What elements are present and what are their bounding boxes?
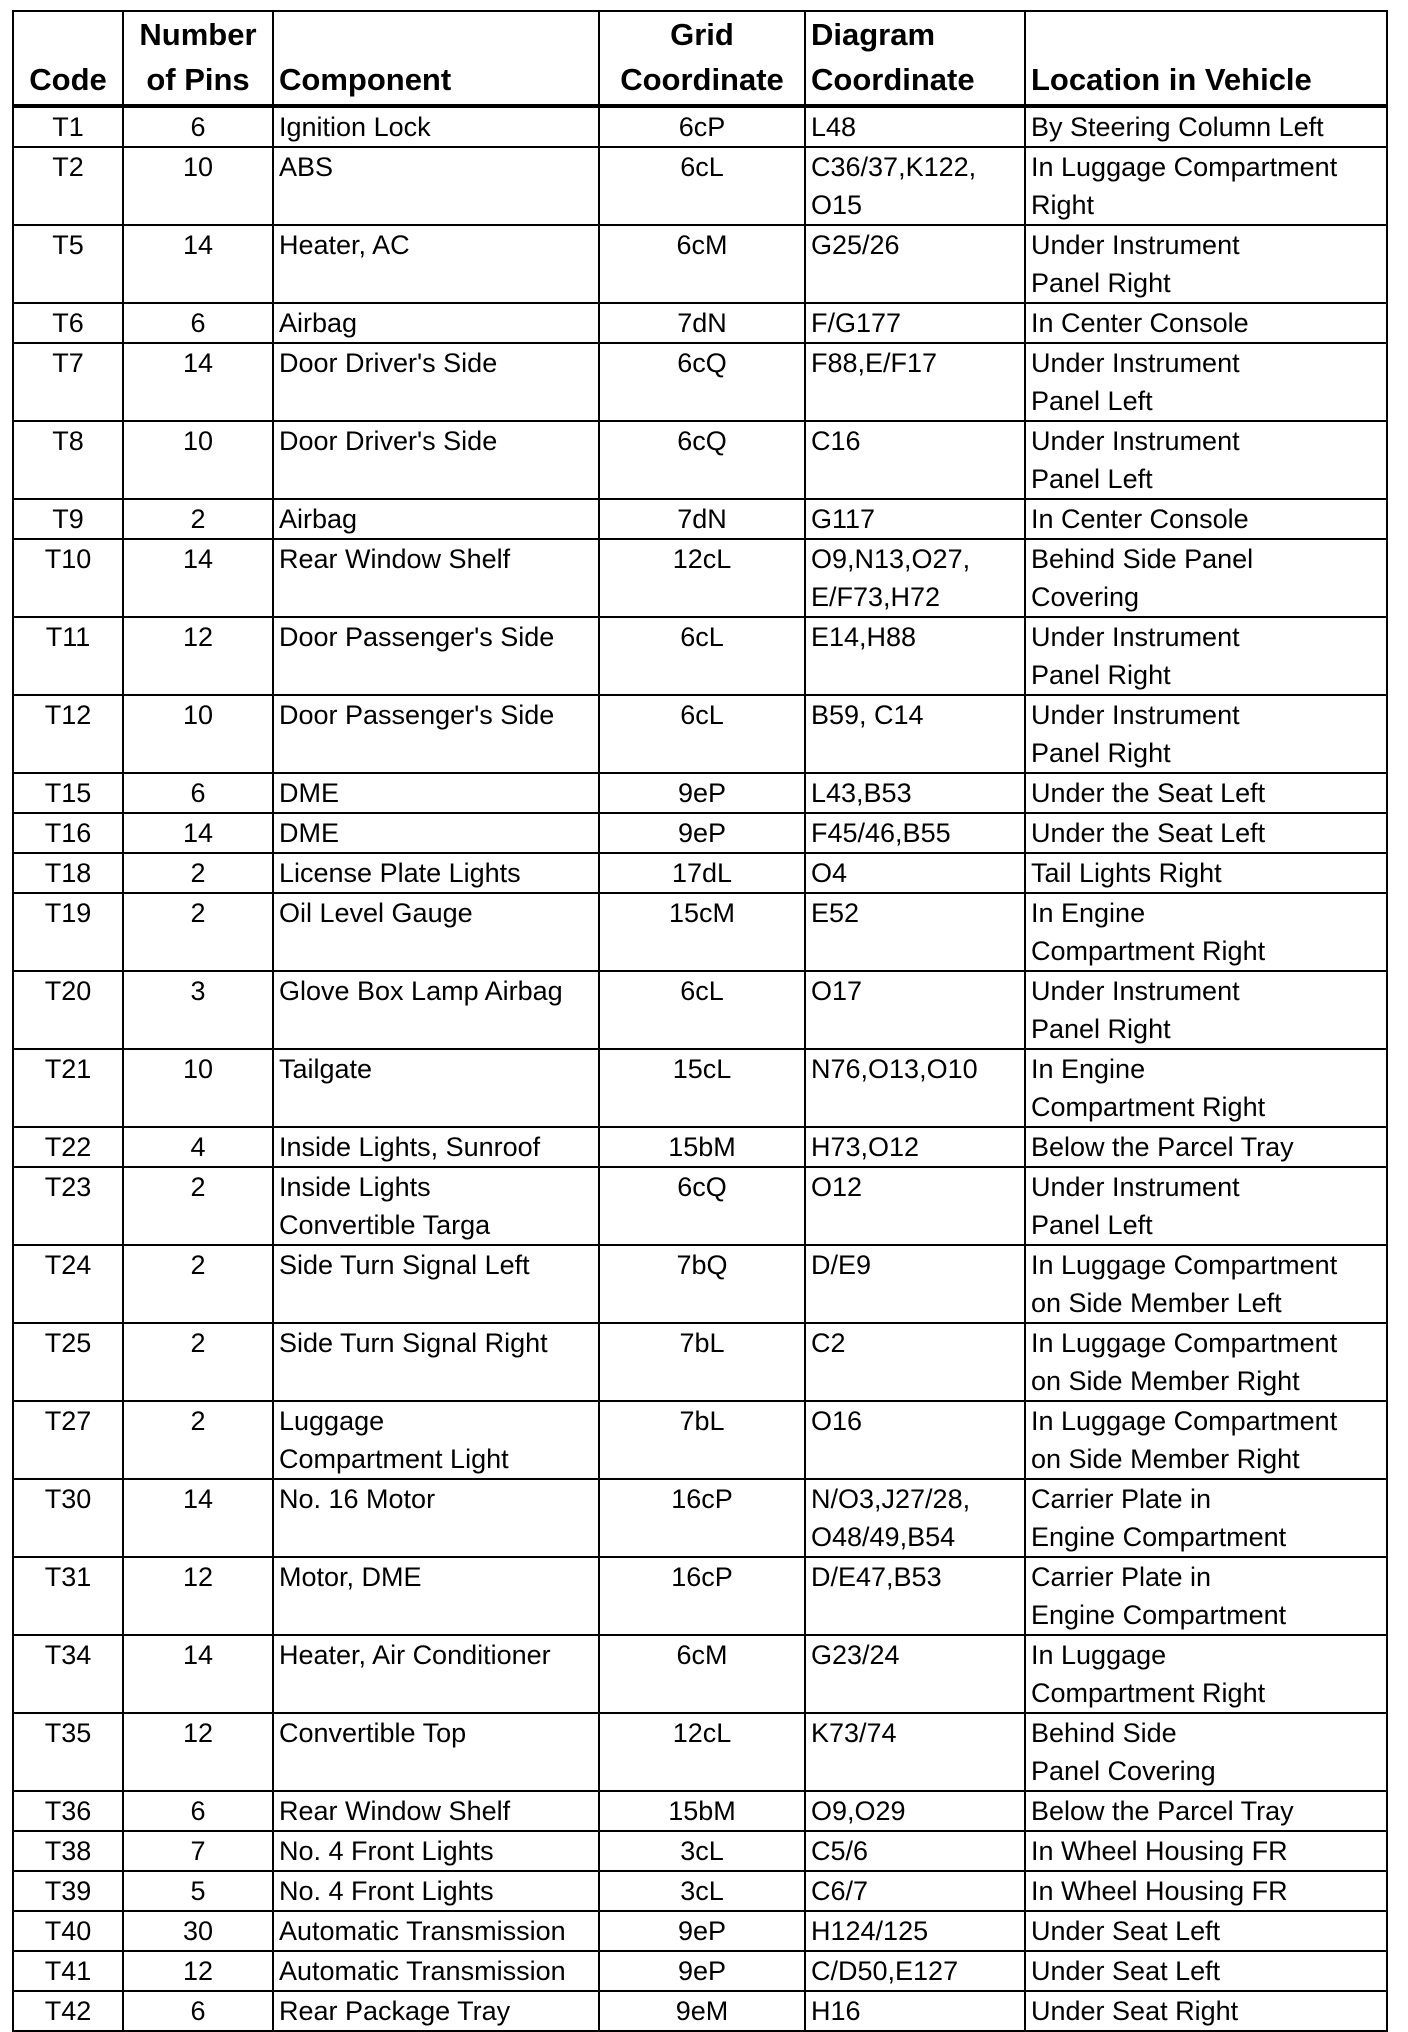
- cell-number-of-pins: 2: [123, 1323, 273, 1401]
- cell-number-of-pins: 14: [123, 343, 273, 421]
- table-row: [13, 1911, 1387, 1951]
- cell-component: Rear Window Shelf: [273, 539, 599, 617]
- cell-component: Airbag: [273, 499, 599, 539]
- table-row: [13, 1049, 1387, 1127]
- cell-number-of-pins: 14: [123, 813, 273, 853]
- cell-diagram-coordinate: N76,O13,O10: [805, 1049, 1025, 1127]
- cell-diagram-coordinate: O17: [805, 971, 1025, 1049]
- cell-number-of-pins: 6: [123, 106, 273, 147]
- cell-component: Glove Box Lamp Airbag: [273, 971, 599, 1049]
- cell-code: T30: [13, 1479, 123, 1557]
- cell-diagram-coordinate: C36/37,K122, O15: [805, 147, 1025, 225]
- header-number-of-pins: Number of Pins: [123, 11, 273, 106]
- cell-diagram-coordinate: G23/24: [805, 1635, 1025, 1713]
- cell-component: Automatic Transmission: [273, 1951, 599, 1991]
- cell-diagram-coordinate: G25/26: [805, 225, 1025, 303]
- cell-number-of-pins: 6: [123, 1991, 273, 2031]
- table-row: [13, 1167, 1387, 1245]
- cell-grid-coordinate: 12cL: [599, 1713, 805, 1791]
- cell-number-of-pins: 30: [123, 1911, 273, 1951]
- cell-location-in-vehicle: Below the Parcel Tray: [1025, 1791, 1387, 1831]
- cell-code: T5: [13, 225, 123, 303]
- cell-component: No. 4 Front Lights: [273, 1871, 599, 1911]
- table-row: [13, 1557, 1387, 1635]
- cell-code: T41: [13, 1951, 123, 1991]
- cell-component: DME: [273, 773, 599, 813]
- cell-diagram-coordinate: C6/7: [805, 1871, 1025, 1911]
- cell-location-in-vehicle: Under Instrument Panel Right: [1025, 225, 1387, 303]
- cell-diagram-coordinate: F88,E/F17: [805, 343, 1025, 421]
- table-row: [13, 343, 1387, 421]
- header-component: Component: [273, 11, 599, 106]
- cell-code: T20: [13, 971, 123, 1049]
- cell-grid-coordinate: 7dN: [599, 303, 805, 343]
- cell-grid-coordinate: 15bM: [599, 1127, 805, 1167]
- cell-location-in-vehicle: In Luggage Compartment on Side Member Right: [1025, 1401, 1387, 1479]
- cell-code: T12: [13, 695, 123, 773]
- cell-component: Motor, DME: [273, 1557, 599, 1635]
- cell-number-of-pins: 5: [123, 1871, 273, 1911]
- table-row: [13, 1791, 1387, 1831]
- cell-code: T23: [13, 1167, 123, 1245]
- cell-diagram-coordinate: H124/125: [805, 1911, 1025, 1951]
- table-row: [13, 147, 1387, 225]
- cell-diagram-coordinate: H73,O12: [805, 1127, 1025, 1167]
- table-row: [13, 1323, 1387, 1401]
- cell-grid-coordinate: 6cQ: [599, 343, 805, 421]
- cell-component: License Plate Lights: [273, 853, 599, 893]
- cell-location-in-vehicle: In Luggage Compartment on Side Member Left: [1025, 1245, 1387, 1323]
- cell-location-in-vehicle: Under Instrument Panel Left: [1025, 421, 1387, 499]
- table-row: [13, 1991, 1387, 2031]
- cell-number-of-pins: 10: [123, 147, 273, 225]
- cell-diagram-coordinate: N/O3,J27/28, O48/49,B54: [805, 1479, 1025, 1557]
- cell-grid-coordinate: 12cL: [599, 539, 805, 617]
- cell-diagram-coordinate: C5/6: [805, 1831, 1025, 1871]
- cell-location-in-vehicle: In Wheel Housing FR: [1025, 1831, 1387, 1871]
- cell-grid-coordinate: 9eM: [599, 1991, 805, 2031]
- cell-diagram-coordinate: O16: [805, 1401, 1025, 1479]
- cell-location-in-vehicle: In Luggage Compartment Right: [1025, 1635, 1387, 1713]
- table-row: [13, 617, 1387, 695]
- cell-location-in-vehicle: In Wheel Housing FR: [1025, 1871, 1387, 1911]
- cell-grid-coordinate: 9eP: [599, 1911, 805, 1951]
- cell-grid-coordinate: 7bQ: [599, 1245, 805, 1323]
- cell-grid-coordinate: 16cP: [599, 1479, 805, 1557]
- cell-code: T9: [13, 499, 123, 539]
- cell-component: No. 16 Motor: [273, 1479, 599, 1557]
- cell-code: T21: [13, 1049, 123, 1127]
- cell-grid-coordinate: 6cQ: [599, 1167, 805, 1245]
- cell-number-of-pins: 12: [123, 1713, 273, 1791]
- cell-location-in-vehicle: Under the Seat Left: [1025, 813, 1387, 853]
- cell-number-of-pins: 14: [123, 1479, 273, 1557]
- cell-component: No. 4 Front Lights: [273, 1831, 599, 1871]
- cell-number-of-pins: 10: [123, 695, 273, 773]
- cell-component: ABS: [273, 147, 599, 225]
- table-row: [13, 853, 1387, 893]
- cell-grid-coordinate: 3cL: [599, 1831, 805, 1871]
- table-row: [13, 1951, 1387, 1991]
- table-row: [13, 1479, 1387, 1557]
- cell-number-of-pins: 2: [123, 893, 273, 971]
- table-row: [13, 1871, 1387, 1911]
- cell-component: Airbag: [273, 303, 599, 343]
- cell-number-of-pins: 6: [123, 1791, 273, 1831]
- cell-diagram-coordinate: K73/74: [805, 1713, 1025, 1791]
- cell-grid-coordinate: 15cL: [599, 1049, 805, 1127]
- cell-grid-coordinate: 17dL: [599, 853, 805, 893]
- cell-number-of-pins: 12: [123, 1557, 273, 1635]
- cell-number-of-pins: 7: [123, 1831, 273, 1871]
- cell-component: Heater, AC: [273, 225, 599, 303]
- header-grid-coordinate: Grid Coordinate: [599, 11, 805, 106]
- cell-code: T36: [13, 1791, 123, 1831]
- cell-component: Tailgate: [273, 1049, 599, 1127]
- cell-component: Door Driver's Side: [273, 421, 599, 499]
- cell-grid-coordinate: 6cL: [599, 617, 805, 695]
- cell-component: Ignition Lock: [273, 106, 599, 147]
- table-row: [13, 1831, 1387, 1871]
- cell-number-of-pins: 2: [123, 853, 273, 893]
- table-row: [13, 1127, 1387, 1167]
- cell-grid-coordinate: 3cL: [599, 1871, 805, 1911]
- cell-code: T16: [13, 813, 123, 853]
- cell-diagram-coordinate: G117: [805, 499, 1025, 539]
- cell-grid-coordinate: 6cP: [599, 106, 805, 147]
- cell-code: T10: [13, 539, 123, 617]
- cell-number-of-pins: 12: [123, 617, 273, 695]
- cell-grid-coordinate: 6cL: [599, 695, 805, 773]
- cell-code: T22: [13, 1127, 123, 1167]
- cell-diagram-coordinate: O9,N13,O27, E/F73,H72: [805, 539, 1025, 617]
- cell-location-in-vehicle: Under Seat Left: [1025, 1911, 1387, 1951]
- cell-grid-coordinate: 9eP: [599, 813, 805, 853]
- cell-number-of-pins: 14: [123, 539, 273, 617]
- cell-location-in-vehicle: Under Instrument Panel Right: [1025, 695, 1387, 773]
- cell-number-of-pins: 10: [123, 421, 273, 499]
- cell-location-in-vehicle: In Center Console: [1025, 499, 1387, 539]
- cell-location-in-vehicle: In Engine Compartment Right: [1025, 1049, 1387, 1127]
- cell-code: T42: [13, 1991, 123, 2031]
- cell-component: Convertible Top: [273, 1713, 599, 1791]
- cell-location-in-vehicle: Tail Lights Right: [1025, 853, 1387, 893]
- cell-grid-coordinate: 15bM: [599, 1791, 805, 1831]
- cell-code: T39: [13, 1871, 123, 1911]
- cell-diagram-coordinate: E14,H88: [805, 617, 1025, 695]
- cell-code: T25: [13, 1323, 123, 1401]
- cell-location-in-vehicle: In Center Console: [1025, 303, 1387, 343]
- cell-location-in-vehicle: In Luggage Compartment Right: [1025, 147, 1387, 225]
- cell-location-in-vehicle: Under Instrument Panel Right: [1025, 971, 1387, 1049]
- table-row: [13, 539, 1387, 617]
- cell-code: T6: [13, 303, 123, 343]
- cell-location-in-vehicle: In Engine Compartment Right: [1025, 893, 1387, 971]
- cell-location-in-vehicle: Under the Seat Left: [1025, 773, 1387, 813]
- cell-diagram-coordinate: L48: [805, 106, 1025, 147]
- cell-diagram-coordinate: C16: [805, 421, 1025, 499]
- cell-component: Rear Window Shelf: [273, 1791, 599, 1831]
- cell-code: T7: [13, 343, 123, 421]
- cell-number-of-pins: 10: [123, 1049, 273, 1127]
- cell-code: T24: [13, 1245, 123, 1323]
- cell-component: Inside Lights Convertible Targa: [273, 1167, 599, 1245]
- cell-diagram-coordinate: O12: [805, 1167, 1025, 1245]
- cell-diagram-coordinate: O9,O29: [805, 1791, 1025, 1831]
- cell-location-in-vehicle: By Steering Column Left: [1025, 106, 1387, 147]
- table-row: [13, 225, 1387, 303]
- table-row: [13, 499, 1387, 539]
- cell-diagram-coordinate: C/D50,E127: [805, 1951, 1025, 1991]
- cell-diagram-coordinate: O4: [805, 853, 1025, 893]
- table-row: [13, 773, 1387, 813]
- cell-number-of-pins: 14: [123, 1635, 273, 1713]
- table-row: [13, 106, 1387, 147]
- table-row: [13, 1245, 1387, 1323]
- cell-grid-coordinate: 6cL: [599, 147, 805, 225]
- cell-code: T2: [13, 147, 123, 225]
- cell-component: Rear Package Tray: [273, 1991, 599, 2031]
- cell-code: T8: [13, 421, 123, 499]
- cell-number-of-pins: 6: [123, 773, 273, 813]
- cell-diagram-coordinate: D/E47,B53: [805, 1557, 1025, 1635]
- table-row: [13, 695, 1387, 773]
- cell-component: Luggage Compartment Light: [273, 1401, 599, 1479]
- cell-code: T15: [13, 773, 123, 813]
- cell-code: T38: [13, 1831, 123, 1871]
- table-row: [13, 813, 1387, 853]
- header-diagram-coordinate: Diagram Coordinate: [805, 11, 1025, 106]
- cell-grid-coordinate: 15cM: [599, 893, 805, 971]
- table-row: [13, 1713, 1387, 1791]
- cell-number-of-pins: 12: [123, 1951, 273, 1991]
- cell-component: Door Passenger's Side: [273, 617, 599, 695]
- cell-diagram-coordinate: L43,B53: [805, 773, 1025, 813]
- cell-grid-coordinate: 9eP: [599, 773, 805, 813]
- table-row: [13, 971, 1387, 1049]
- cell-diagram-coordinate: B59, C14: [805, 695, 1025, 773]
- cell-location-in-vehicle: Under Seat Left: [1025, 1951, 1387, 1991]
- cell-component: Side Turn Signal Right: [273, 1323, 599, 1401]
- cell-component: Heater, Air Conditioner: [273, 1635, 599, 1713]
- cell-grid-coordinate: 7dN: [599, 499, 805, 539]
- connector-table: [12, 10, 1388, 2032]
- cell-number-of-pins: 2: [123, 1245, 273, 1323]
- header-row: [13, 11, 1387, 106]
- table-row: [13, 1635, 1387, 1713]
- cell-location-in-vehicle: Under Seat Right: [1025, 1991, 1387, 2031]
- cell-location-in-vehicle: Under Instrument Panel Left: [1025, 1167, 1387, 1245]
- table-row: [13, 421, 1387, 499]
- cell-code: T11: [13, 617, 123, 695]
- cell-code: T31: [13, 1557, 123, 1635]
- cell-number-of-pins: 3: [123, 971, 273, 1049]
- cell-component: Door Passenger's Side: [273, 695, 599, 773]
- cell-diagram-coordinate: F/G177: [805, 303, 1025, 343]
- cell-location-in-vehicle: Under Instrument Panel Left: [1025, 343, 1387, 421]
- cell-grid-coordinate: 6cQ: [599, 421, 805, 499]
- table-row: [13, 303, 1387, 343]
- cell-grid-coordinate: 6cM: [599, 225, 805, 303]
- cell-code: T19: [13, 893, 123, 971]
- cell-number-of-pins: 14: [123, 225, 273, 303]
- cell-grid-coordinate: 7bL: [599, 1401, 805, 1479]
- cell-grid-coordinate: 16cP: [599, 1557, 805, 1635]
- cell-grid-coordinate: 9eP: [599, 1951, 805, 1991]
- cell-diagram-coordinate: F45/46,B55: [805, 813, 1025, 853]
- cell-component: Automatic Transmission: [273, 1911, 599, 1951]
- cell-code: T18: [13, 853, 123, 893]
- cell-diagram-coordinate: C2: [805, 1323, 1025, 1401]
- cell-location-in-vehicle: Carrier Plate in Engine Compartment: [1025, 1557, 1387, 1635]
- cell-diagram-coordinate: E52: [805, 893, 1025, 971]
- cell-component: Inside Lights, Sunroof: [273, 1127, 599, 1167]
- cell-number-of-pins: 2: [123, 1167, 273, 1245]
- table-header: [13, 11, 1387, 106]
- cell-component: Oil Level Gauge: [273, 893, 599, 971]
- cell-diagram-coordinate: H16: [805, 1991, 1025, 2031]
- cell-location-in-vehicle: Behind Side Panel Covering: [1025, 539, 1387, 617]
- cell-grid-coordinate: 6cM: [599, 1635, 805, 1713]
- cell-grid-coordinate: 6cL: [599, 971, 805, 1049]
- cell-component: Door Driver's Side: [273, 343, 599, 421]
- cell-number-of-pins: 2: [123, 1401, 273, 1479]
- table-row: [13, 1401, 1387, 1479]
- cell-diagram-coordinate: D/E9: [805, 1245, 1025, 1323]
- cell-code: T35: [13, 1713, 123, 1791]
- cell-component: DME: [273, 813, 599, 853]
- cell-grid-coordinate: 7bL: [599, 1323, 805, 1401]
- cell-number-of-pins: 2: [123, 499, 273, 539]
- header-code: Code: [13, 11, 123, 106]
- cell-code: T34: [13, 1635, 123, 1713]
- cell-component: Side Turn Signal Left: [273, 1245, 599, 1323]
- cell-location-in-vehicle: In Luggage Compartment on Side Member Right: [1025, 1323, 1387, 1401]
- cell-location-in-vehicle: Under Instrument Panel Right: [1025, 617, 1387, 695]
- cell-code: T40: [13, 1911, 123, 1951]
- cell-location-in-vehicle: Behind Side Panel Covering: [1025, 1713, 1387, 1791]
- header-location-in-vehicle: Location in Vehicle: [1025, 11, 1387, 106]
- cell-code: T1: [13, 106, 123, 147]
- cell-location-in-vehicle: Below the Parcel Tray: [1025, 1127, 1387, 1167]
- table-body: [13, 106, 1387, 2031]
- cell-number-of-pins: 6: [123, 303, 273, 343]
- table-row: [13, 893, 1387, 971]
- cell-location-in-vehicle: Carrier Plate in Engine Compartment: [1025, 1479, 1387, 1557]
- cell-number-of-pins: 4: [123, 1127, 273, 1167]
- cell-code: T27: [13, 1401, 123, 1479]
